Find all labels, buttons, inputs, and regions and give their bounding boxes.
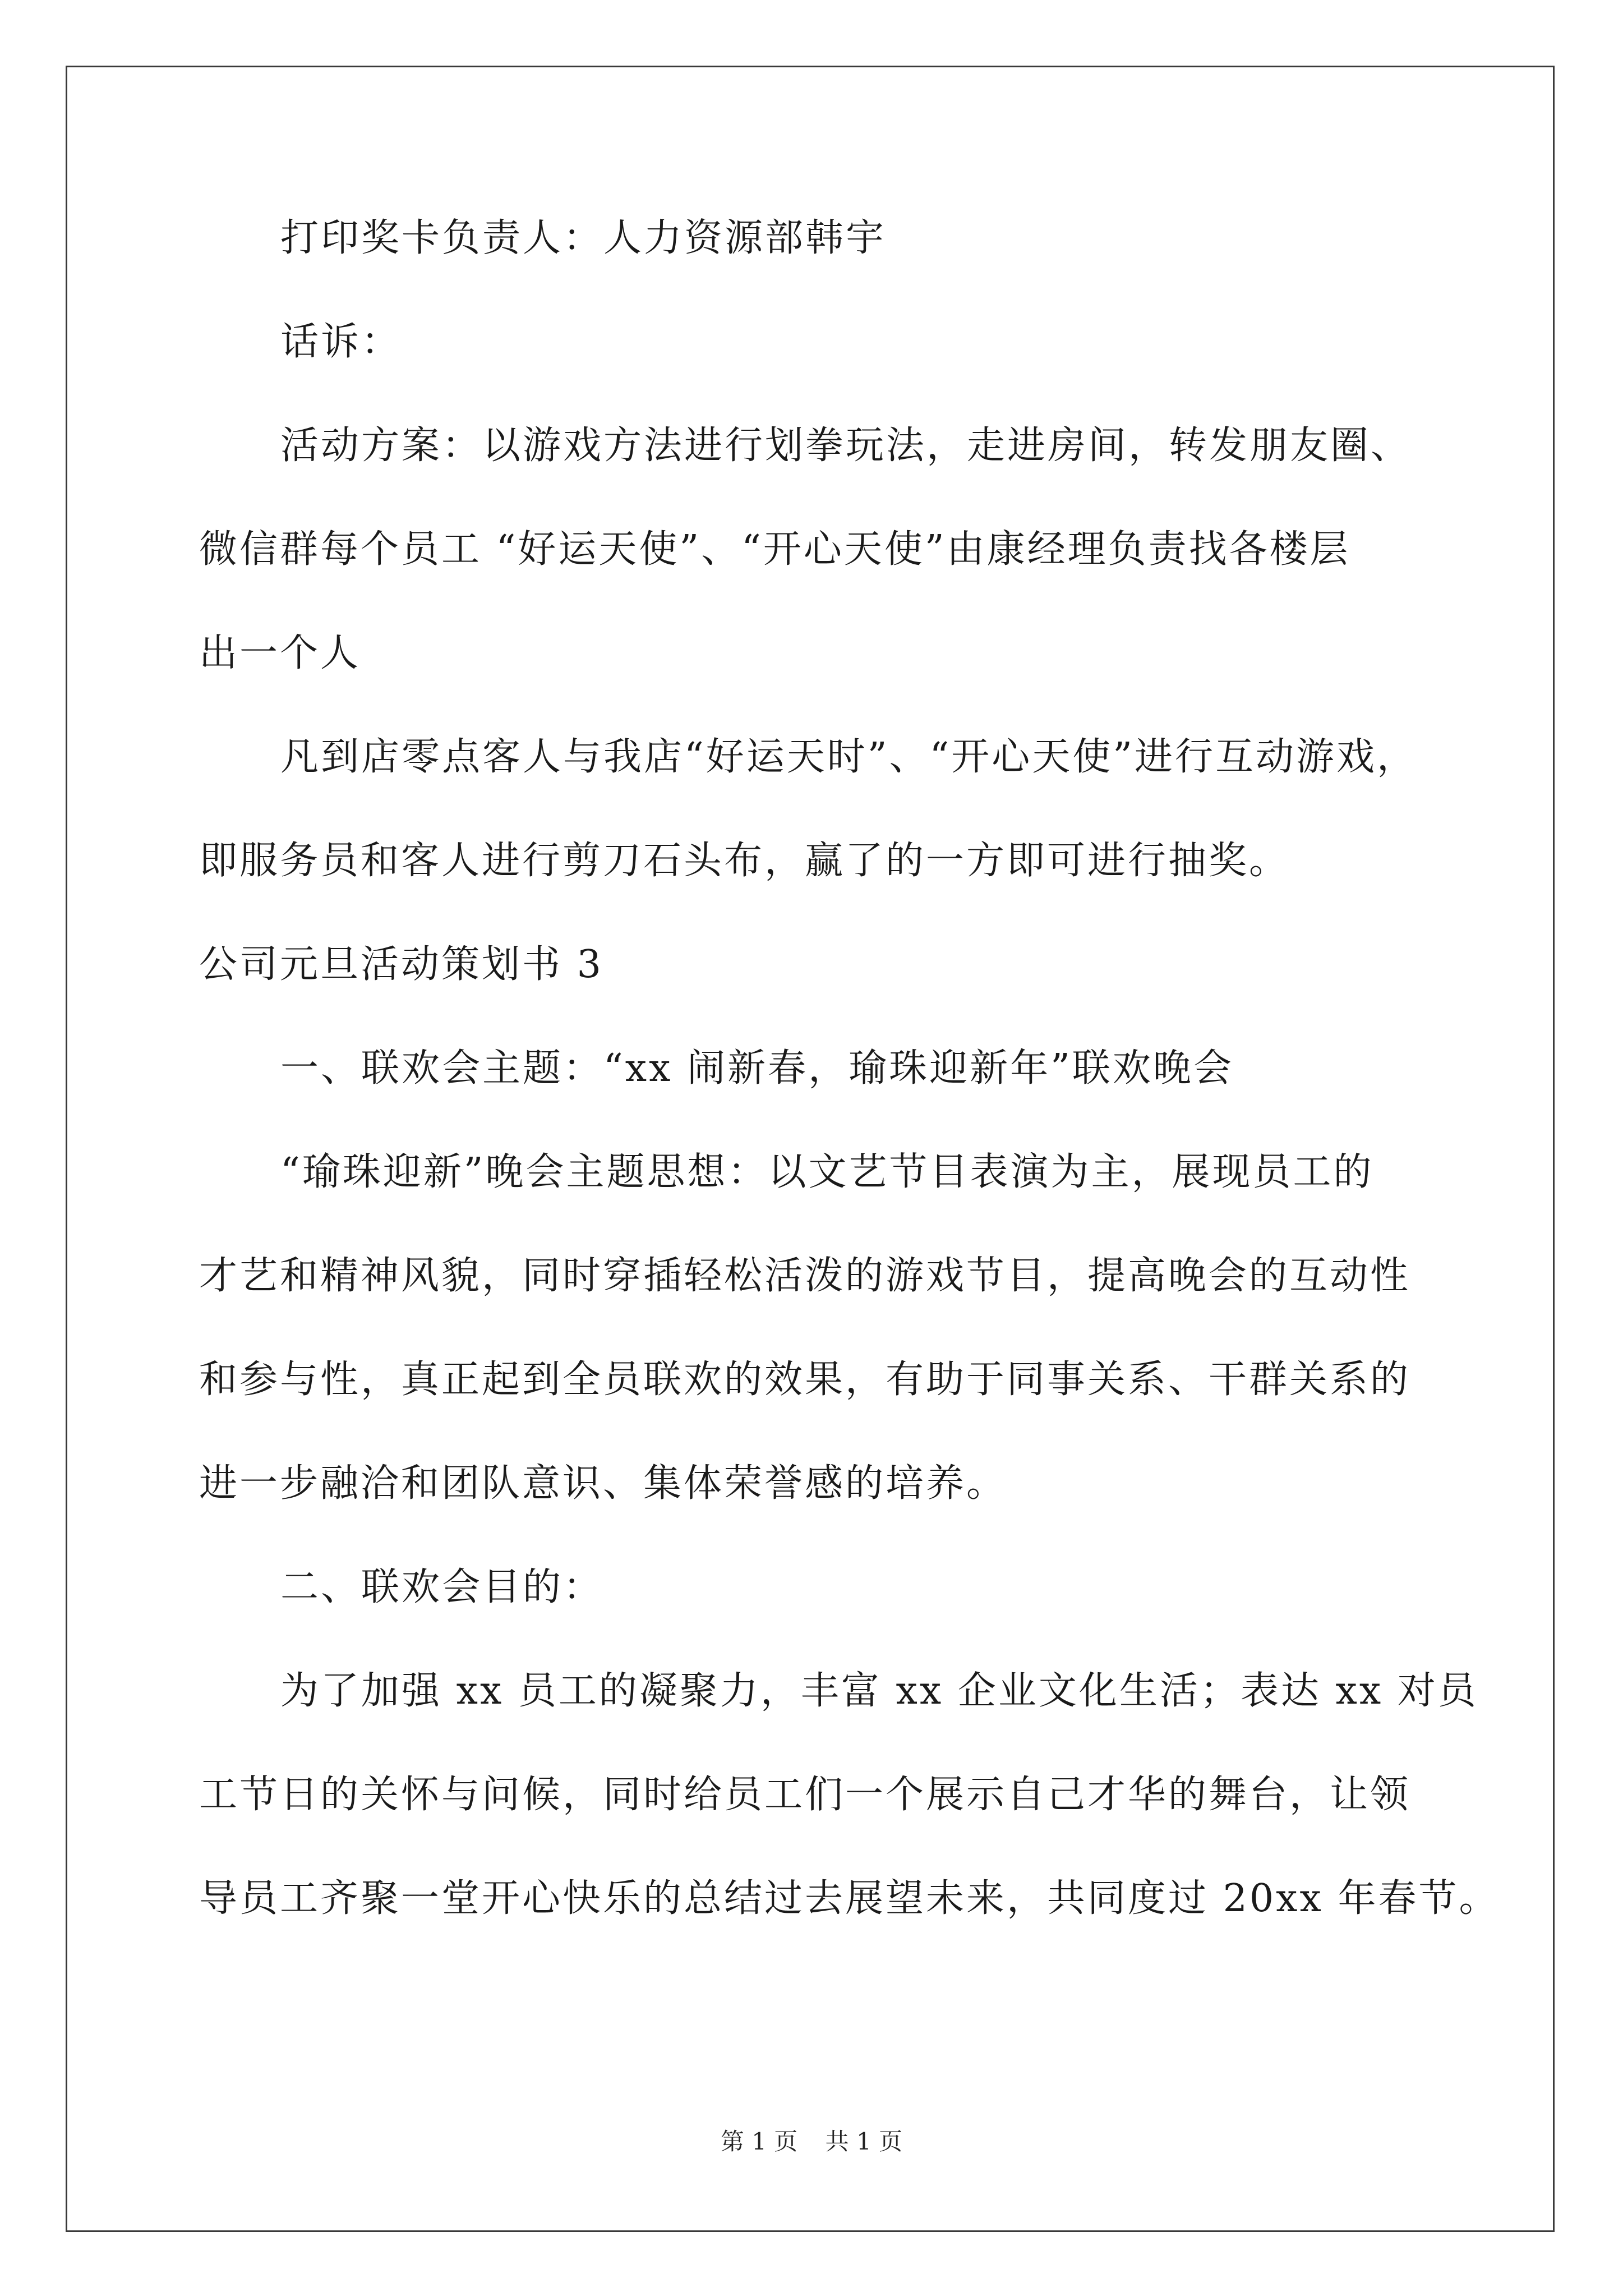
paragraph-line: 出一个人 xyxy=(199,631,361,675)
paragraph-line: 话诉： xyxy=(280,320,402,364)
page-number: 第 1 页 xyxy=(720,2128,798,2155)
paragraph-line: 即服务员和客人进行剪刀石头布，赢了的一方即可进行抽奖。 xyxy=(199,839,1290,883)
paragraph-line: 导员工齐聚一堂开心快乐的总结过去展望未来，共同度过 20xx 年春节。 xyxy=(199,1876,1500,1921)
paragraph-line: 活动方案：以游戏方法进行划拳玩法，走进房间，转发朋友圈、 xyxy=(280,424,1412,468)
page-total: 共 1 页 xyxy=(825,2128,903,2155)
paragraph-line: 进一步融洽和团队意识、集体荣誉感的培养。 xyxy=(199,1461,1007,1506)
paragraph-line: 一、联欢会主题：“xx 闹新春，瑜珠迎新年”联欢晚会 xyxy=(280,1046,1234,1091)
paragraph-line: 凡到店零点客人与我店“好运天时”、“开心天使”进行互动游戏， xyxy=(280,735,1418,779)
section-heading: 公司元旦活动策划书 3 xyxy=(199,942,603,987)
paragraph-line: “瑜珠迎新”晚会主题思想：以文艺节目表演为主，展现员工的 xyxy=(280,1150,1374,1194)
paragraph-line: 二、联欢会目的： xyxy=(280,1565,604,1609)
page-footer xyxy=(0,2123,1623,2157)
paragraph-line: 才艺和精神风貌，同时穿插轻松活泼的游戏节目，提高晚会的互动性 xyxy=(199,1254,1411,1298)
paragraph-line: 和参与性，真正起到全员联欢的效果，有助于同事关系、干群关系的 xyxy=(199,1358,1411,1402)
paragraph-line: 微信群每个员工 “好运天使”、“开心天使”由康经理负责找各楼层 xyxy=(199,527,1350,572)
paragraph-line: 工节日的关怀与问候，同时给员工们一个展示自己才华的舞台，让领 xyxy=(199,1773,1411,1817)
paragraph-line: 打印奖卡负责人：人力资源部韩宇 xyxy=(280,216,887,260)
paragraph-line: 为了加强 xx 员工的凝聚力，丰富 xx 企业文化生活；表达 xx 对员 xyxy=(280,1669,1478,1713)
